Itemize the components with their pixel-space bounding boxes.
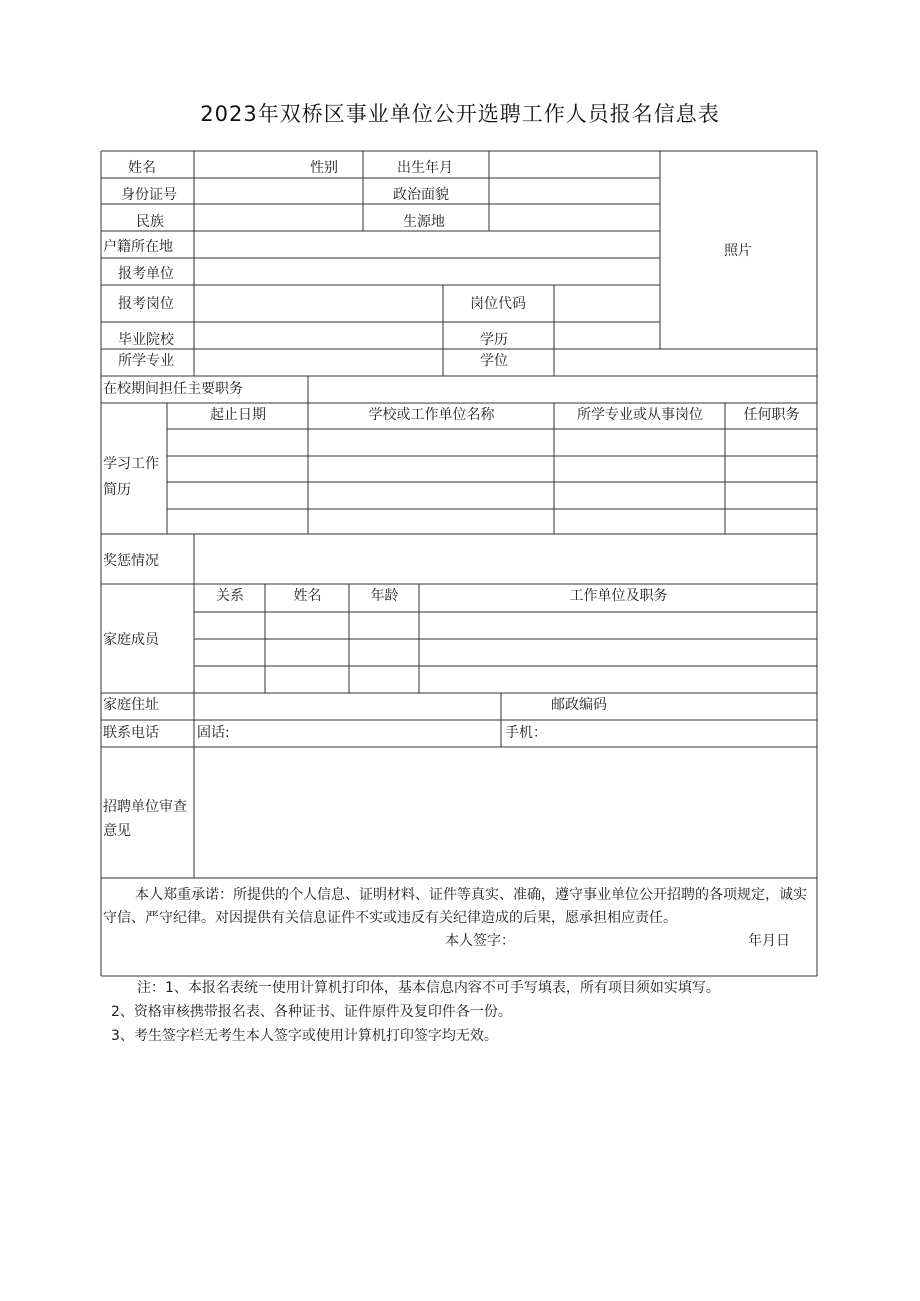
birth-label: 出生年月 [397, 160, 453, 176]
apply-post-label: 报考岗位 [118, 296, 174, 312]
family-header-name: 姓名 [293, 588, 322, 604]
commitment-statement: 本人郑重承诺：所提供的个人信息、证明材料、证件等真实、准确，遵守事业单位公开招聘的各项规定，诚实守信、严守纪律。对因提供有关信息证件不实或违反有关纪律造成的后果，愿承担相应责任。 [103, 887, 807, 926]
gender-label: 性别 [310, 160, 338, 176]
postcode-label: 邮政编码 [551, 697, 607, 713]
hukou-label: 户籍所在地 [103, 239, 173, 255]
review-opinion-label: 招聘单位审查意见 [103, 799, 187, 839]
phone-label: 联系电话 [103, 725, 159, 741]
home-address-label: 家庭住址 [103, 697, 159, 713]
family-header-age: 年龄 [370, 588, 399, 604]
photo-label: 照片 [724, 243, 752, 259]
resume-section-label: 学习工作简历 [103, 456, 159, 498]
major-label: 所学专业 [118, 353, 174, 369]
post-code-label: 岗位代码 [470, 296, 526, 312]
school-label: 毕业院校 [118, 332, 174, 348]
note-line-1: 注：1、本报名表统一使用计算机打印体，基本信息内容不可手写填表，所有项目须如实填写。 [137, 980, 720, 996]
degree-label: 学位 [480, 353, 508, 369]
signature-label: 本人签字： [445, 933, 515, 949]
family-header-job: 工作单位及职务 [569, 588, 668, 604]
political-status-label: 政治面貌 [393, 187, 449, 203]
resume-header-position: 任何职务 [743, 407, 800, 423]
name-label: 姓名 [128, 160, 156, 176]
note-line-2: 2、资格审核携带报名表、各种证书、证件原件及复印件各一份。 [111, 1004, 512, 1020]
date-label: 年月日 [748, 933, 790, 949]
form-title: 2023年双桥区事业单位公开选聘工作人员报名信息表 [200, 102, 720, 126]
landline-label: 固话: [197, 725, 230, 741]
resume-header-dates: 起止日期 [210, 407, 266, 423]
school-duties-label: 在校期间担任主要职务 [103, 381, 243, 397]
mobile-label: 手机： [505, 725, 547, 741]
ethnicity-label: 民族 [136, 214, 164, 230]
awards-label: 奖惩情况 [103, 553, 159, 569]
id-number-label: 身份证号 [121, 187, 177, 203]
note-line-3: 3、考生签字栏无考生本人签字或使用计算机打印签字均无效。 [111, 1028, 498, 1044]
family-header-relation: 关系 [216, 588, 244, 604]
apply-unit-label: 报考单位 [118, 266, 174, 282]
education-label: 学历 [480, 332, 508, 348]
family-section-label: 家庭成员 [103, 632, 159, 648]
resume-header-unit: 学校或工作单位名称 [368, 407, 495, 423]
origin-label: 生源地 [403, 214, 445, 230]
resume-header-major: 所学专业或从事岗位 [577, 407, 703, 423]
